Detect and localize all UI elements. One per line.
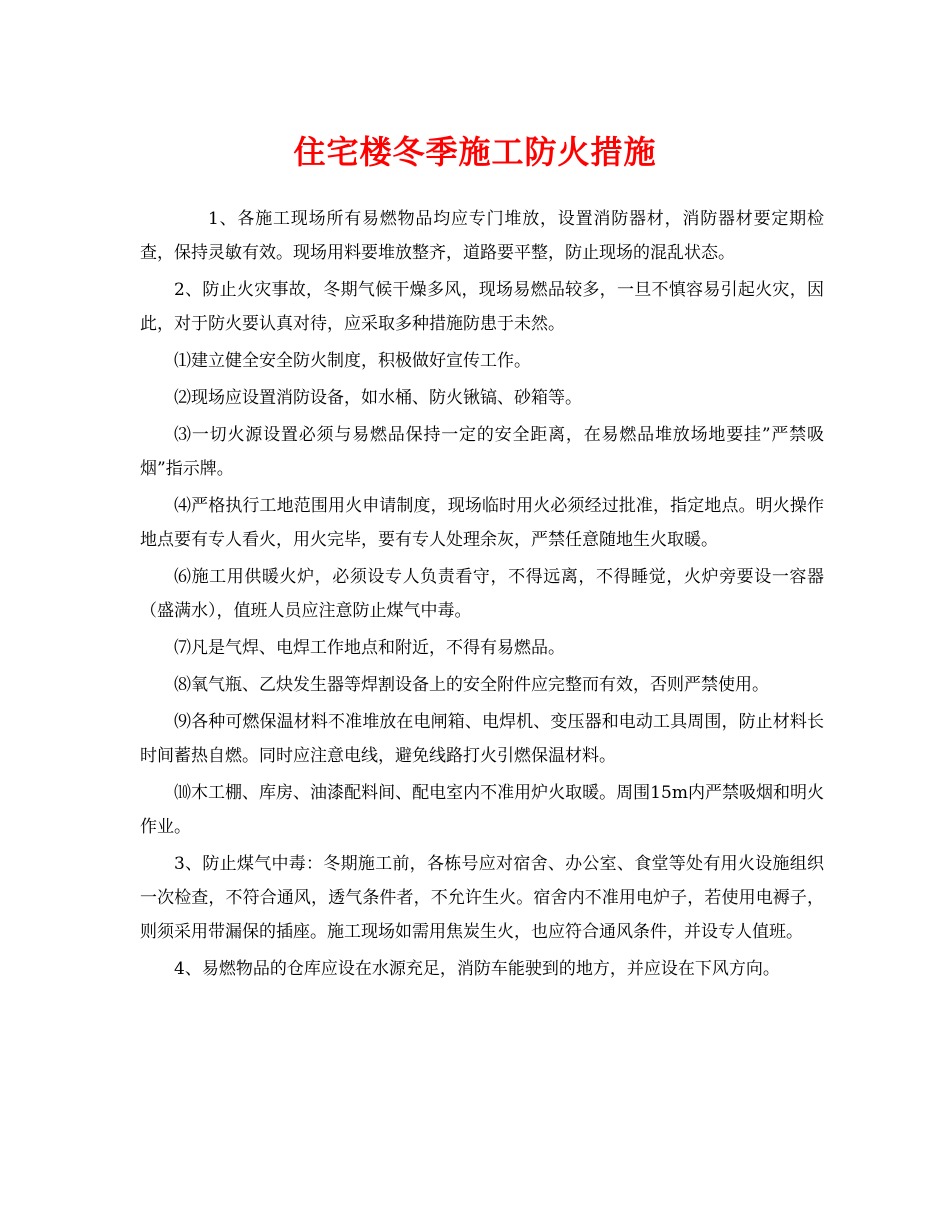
- document-body: [140, 202, 824, 989]
- document-title: 住宅楼冬季施工防火措施: [293, 133, 657, 171]
- paragraph: 2、防止火灾事故，冬期气候干燥多风，现场易燃品较多，一旦不慎容易引起火灾，因此，对于防火要认真对待，应采取多种措施防患于未然。: [140, 280, 824, 334]
- paragraph: ⑻氧气瓶、乙炔发生器等焊割设备上的安全附件应完整而有效，否则严禁使用。: [174, 675, 769, 695]
- paragraph: ⑷严格执行工地范围用火申请制度，现场临时用火必须经过批准，指定地点。明火操作地点要有专人看火，用火完毕，要有专人处理余灰，严禁任意随地生火取暖。: [140, 496, 824, 550]
- paragraph: 4、易燃物品的仓库应设在水源充足，消防车能驶到的地方，并应设在下风方向。: [174, 959, 780, 979]
- paragraph: ⑹施工用供暖火炉，必须设专人负责看守，不得远离，不得睡觉，火炉旁要设一容器（盛满水），值班人员应注意防止煤气中毒。: [140, 567, 824, 621]
- paragraph: ⑴建立健全安全防火制度，积极做好宣传工作。: [174, 351, 531, 371]
- paragraph: ⑽木工棚、库房、油漆配料间、配电室内不准用炉火取暖。周围15m内严禁吸烟和明火作业。: [140, 783, 824, 837]
- paragraph: 3、防止煤气中毒：冬期施工前，各栋号应对宿舍、办公室、食堂等处有用火设施组织一次检查，不符合通风，透气条件者，不允许生火。宿舍内不准用电炉子，若使用电褥子，则须采用带漏保的插座。施工现场如需用焦炭生火，也应符合通风条件，并设专人值班。: [140, 854, 824, 942]
- paragraph: ⑺凡是气焊、电焊工作地点和附近，不得有易燃品。: [174, 638, 565, 658]
- paragraph: ⑶一切火源设置必须与易燃品保持一定的安全距离，在易燃品堆放场地要挂”严禁吸烟”指示牌。: [140, 425, 824, 479]
- paragraph: ⑼各种可燃保温材料不准堆放在电闸箱、电焊机、变压器和电动工具周围，防止材料长时间蓄热自燃。同时应注意电线，避免线路打火引燃保温材料。: [140, 712, 824, 766]
- paragraph: 1、各施工现场所有易燃物品均应专门堆放，设置消防器材，消防器材要定期检查，保持灵敏有效。现场用料要堆放整齐，道路要平整，防止现场的混乱状态。: [140, 209, 824, 263]
- paragraph: ⑵现场应设置消防设备，如水桶、防火锹镐、砂箱等。: [174, 388, 582, 408]
